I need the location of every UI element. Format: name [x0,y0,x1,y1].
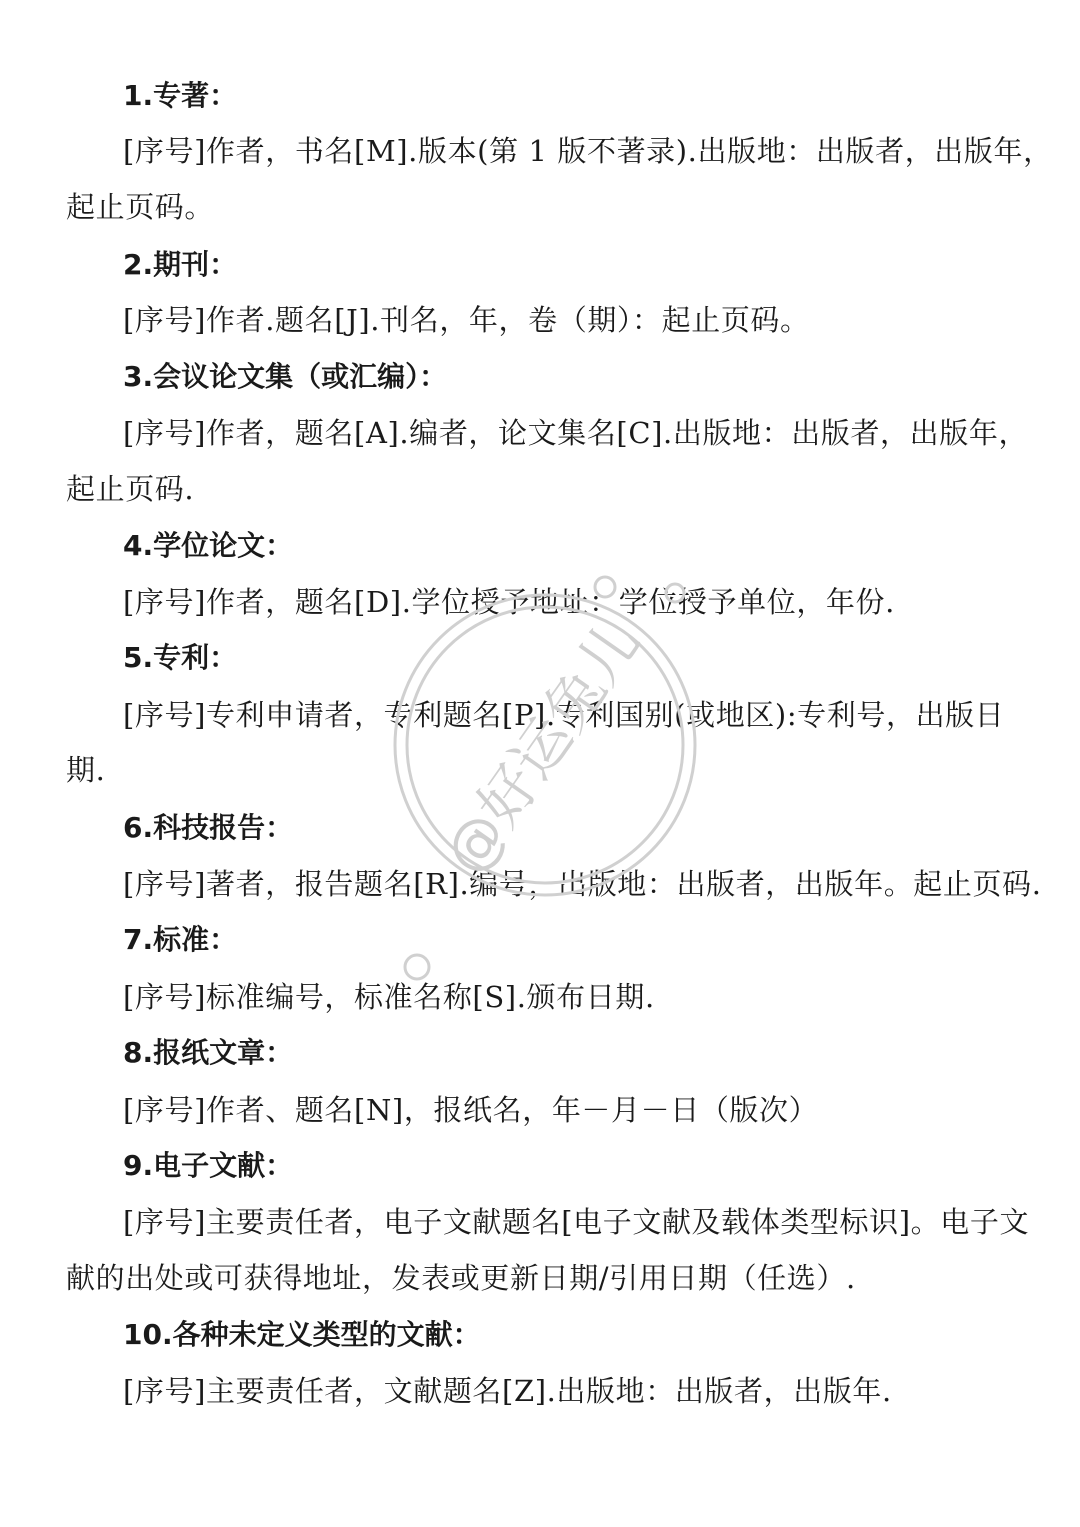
section-heading: 1.专著： [123,79,238,112]
section-heading: 10.各种未定义类型的文献： [123,1318,481,1351]
section-text-line: [序号]主要责任者，文献题名[Z].出版地：出版者，出版年. [123,1374,892,1408]
section-heading: 6.科技报告： [123,811,294,844]
section-heading: 4.学位论文： [123,529,294,562]
section-heading: 9.电子文献： [123,1149,294,1182]
section-heading: 3.会议论文集（或汇编）： [123,360,448,393]
section-text-line: [序号]专利申请者，专利题名[P].专利国别(或地区):专利号，出版日 [123,698,1005,732]
section-heading: 2.期刊： [123,248,238,281]
section-text-line: [序号]作者，题名[A].编者，论文集名[C].出版地：出版者，出版年， [123,416,1029,450]
section-text-line: 期. [66,753,106,787]
section-text-line: [序号]作者.题名[J].刊名，年，卷（期）：起止页码。 [123,303,810,337]
section-text-line: 献的出处或可获得地址，发表或更新日期/引用日期（任选）. [66,1261,856,1295]
section-text-line: [序号]作者、题名[N]，报纸名，年－月－日（版次） [123,1093,819,1127]
section-text-line: [序号]作者，题名[D].学位授予地址：学位授予单位，年份. [123,585,895,619]
section-text-line: [序号]著者，报告题名[R].编号，出版地：出版者，出版年。起止页码. [123,867,1042,901]
section-text-line: [序号]作者，书名[M].版本(第 1 版不著录).出版地：出版者，出版年， [123,134,1053,168]
section-text-line: 起止页码。 [66,190,215,224]
section-heading: 5.专利： [123,641,238,674]
section-heading: 8.报纸文章： [123,1036,294,1069]
section-text-line: [序号]主要责任者，电子文献题名[电子文献及载体类型标识]。电子文 [123,1205,1030,1239]
section-text-line: [序号]标准编号，标准名称[S].颁布日期. [123,980,655,1014]
watermark-text: @好运兔儿 [430,609,653,887]
section-heading: 7.标准： [123,923,238,956]
section-text-line: 起止页码. [66,472,195,506]
